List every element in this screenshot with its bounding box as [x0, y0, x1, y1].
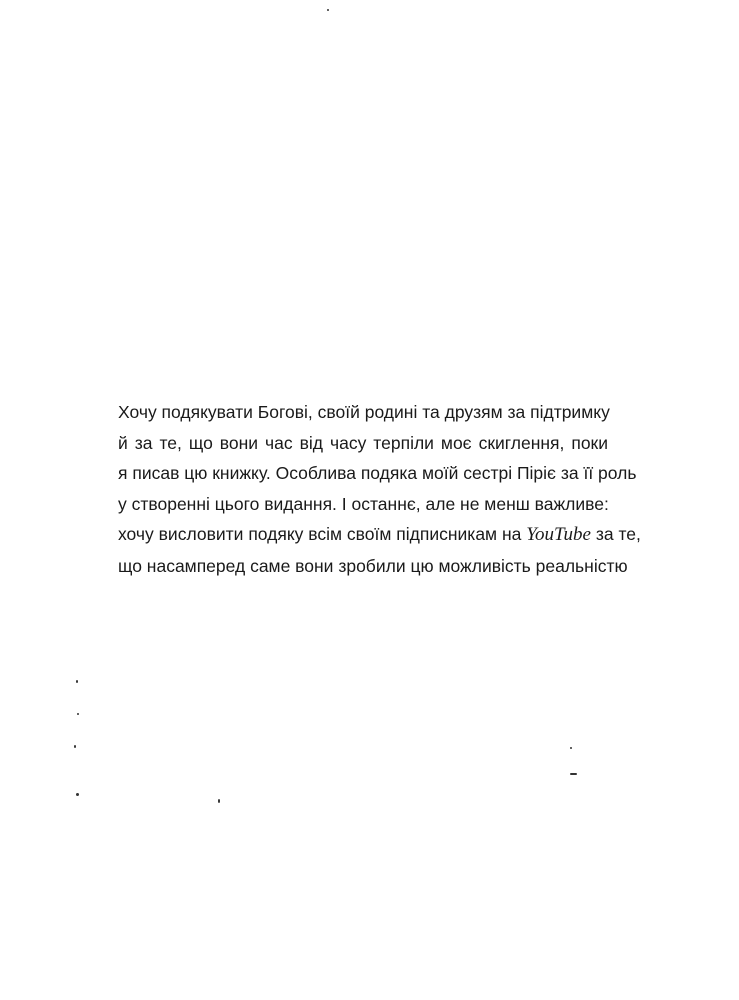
paragraph-line: я писав цю книжку. Особлива подяка моїй сестрі Пірiє за її роль [118, 463, 637, 483]
paragraph-line: що насамперед саме вони зробили цю можливість реальністю [118, 555, 628, 576]
paragraph-line: й за те, що вони час від часу терпіли моє скиглення, поки [118, 432, 608, 453]
paragraph-line: у створенні цього видання. І останнє, але не менш важливе: [118, 493, 609, 514]
scan-speck [570, 747, 572, 749]
scan-speck [74, 745, 76, 748]
line-text-after: за те, [591, 524, 641, 544]
acknowledgements-paragraph [118, 397, 641, 581]
scan-speck [218, 799, 220, 803]
paragraph-line: Хочу подякувати Богові, своїй родині та друзям за підтримку [118, 402, 610, 422]
paragraph-line-with-italic [118, 519, 641, 551]
scan-speck [570, 773, 577, 775]
scan-speck [76, 793, 79, 796]
line-text-before: хочу висловити подяку всім своїм підписникам на [118, 524, 527, 544]
scan-speck [77, 713, 79, 715]
scan-speck [76, 680, 78, 683]
youtube-italic-text: YouTube [526, 524, 591, 545]
scan-speck [327, 9, 329, 11]
